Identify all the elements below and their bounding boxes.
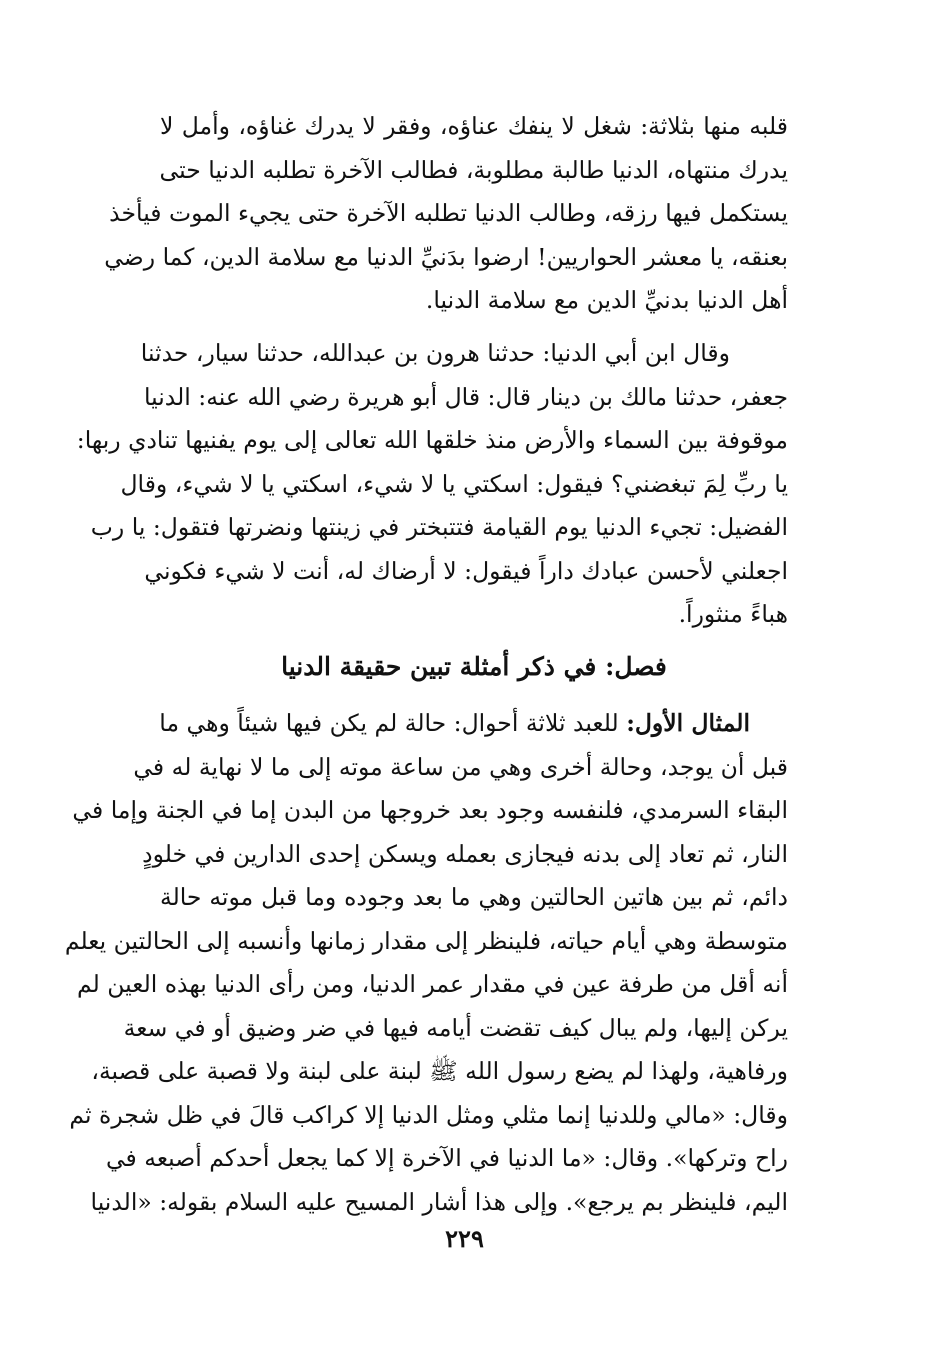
text-line: اليم، فلينظر بم يرجع». وإلى هذا أشار المسيح عليه السلام بقوله: «الدنيا [90,1187,788,1216]
text-line: بعنقه، يا معشر الحواريين! ارضوا بدَنيِّ الدنيا مع سلامة الدين، كما رضي [104,242,788,271]
text-line: قبل أن يوجد، وحالة أخرى وهي من ساعة موته إلى ما لا نهاية له في [133,752,788,781]
text-line: وقال ابن أبي الدنيا: حدثنا هرون بن عبدالله، حدثنا سيار، حدثنا [140,339,730,367]
text-line: راح وتركها». وقال: «ما الدنيا في الآخرة إلا كما يجعل أحدكم أصبعه في [105,1144,788,1172]
paragraph-3 [64,702,788,1224]
text-line: وقال: «مالي وللدنيا إنما مثلي ومثل الدنيا إلا كراكب قالَ في ظل شجرة ثم [69,1100,788,1129]
text-line: جعفر، حدثنا مالك بن دينار قال: قال أبو هريرة رضي الله عنه: الدنيا [144,382,788,411]
text-line: دائم، ثم بين هاتين الحالتين وهي ما بعد وجوده وما قبل موته حالة [160,883,788,911]
text-line: هباءً منثوراً. [678,600,788,628]
text-line: الفضيل: تجيء الدنيا يوم القيامة فتتبختر في زينتها ونضرتها فتقول: يا رب [90,513,788,541]
text-line-first [160,702,788,746]
example-label: المثال الأول: [626,709,750,737]
text-line: موقوفة بين السماء والأرض منذ خلقها الله تعالى إلى يوم يفنيها تنادي ربها: [76,426,788,454]
page-number: ٢٢٩ [445,1224,484,1253]
section-heading: فصل: في ذكر أمثلة تبين حقيقة الدنيا [281,652,667,681]
text-line: يا ربِّ لِمَ تبغضني؟ فيقول: اسكتي يا لا شيء، اسكتي يا لا شيء، وقال [120,469,788,498]
text-line: ورفاهية، ولهذا لم يضع رسول الله ﷺ لبنة على لبنة ولا قصبة على قصبة، [91,1057,788,1085]
text-line: متوسطة وهي أيام حياته، فلينظر إلى مقدار زمانها وأنسبه إلى الحالتين يعلم [64,926,788,955]
text-line: قلبه منها بثلاثة: شغل لا ينفك عناؤه، وفقر لا يدرك غناؤه، وأمل لا [160,112,788,140]
text-line: يستكمل فيها رزقه، وطالب الدنيا تطلبه الآخرة حتى يجيء الموت فيأخذ [109,199,788,227]
text-line: يركن إليها، ولم يبال كيف تقضت أيامه فيها في ضر وضيق أو في سعة [123,1013,788,1042]
paragraph-2 [76,332,788,637]
text-line: أهل الدنيا بدنيِّ الدين مع سلامة الدنيا. [425,286,788,314]
text-line: يدرك منتهاه، الدنيا طالبة مطلوبة، فطالب الآخرة تطلبه الدنيا حتى [159,155,788,184]
text-line: البقاء السرمدي، فلنفسه وجود بعد خروجها من البدن إما في الجنة وإما في [72,796,788,824]
text-line: النار، ثم تعاد إلى بدنه فيجازى بعمله ويسكن إحدى الدارين في خلودٍ [142,839,788,868]
text-line: أنه أقل من طرفة عين في مقدار عمر الدنيا، ومن رأى الدنيا بهذه العين لم [76,970,788,998]
text-line-rest: للعبد ثلاثة أحوال: حالة لم يكن فيها شيئاً وهي ما [159,709,627,737]
text-line: اجعلني لأحسن عبادك داراً فيقول: لا أرضاك له، أنت لا شيء فكوني [144,556,788,585]
paragraph-1 [104,105,788,323]
